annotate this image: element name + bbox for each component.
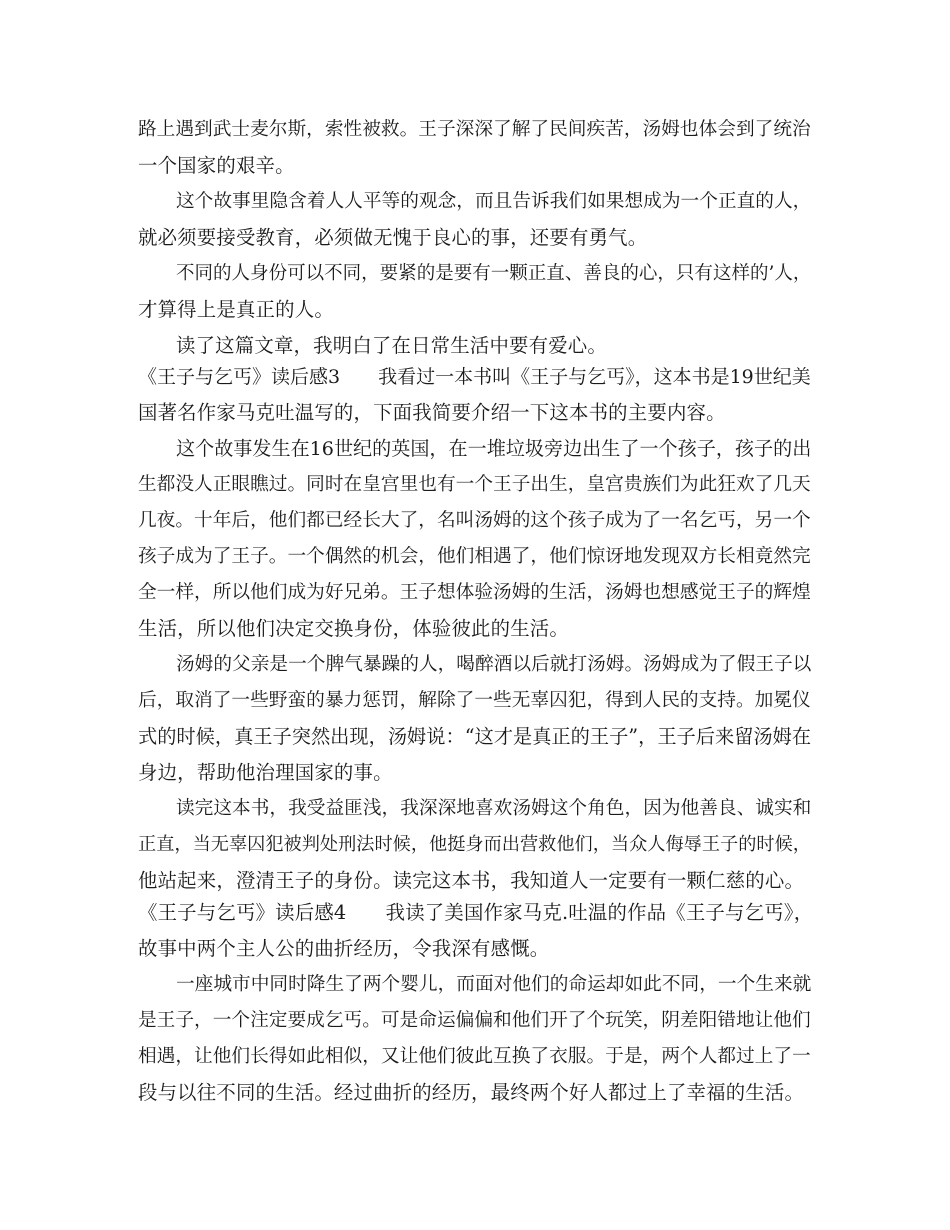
text-line: 生都没人正眼瞧过。同时在皇宫里也有一个王子出生，皇宫贵族们为此狂欢了几天 — [138, 474, 811, 495]
text-line: 不同的人身份可以不同，要紧的是要有一颗正直、善良的心，只有这样的’人， — [176, 263, 812, 284]
section-heading-line: 《王子与乞丐》读后感4 我读了美国作家马克.吐温的作品《王子与乞丐》， — [138, 901, 814, 924]
text-line: 故事中两个主人公的曲折经历，令我深有感慨。 — [138, 937, 550, 960]
text-line: 才算得上是真正的人。 — [138, 298, 334, 321]
text-line: 读完这本书，我受益匪浅，我深深地喜欢汤姆这个角色，因为他善良、诚实和 — [176, 798, 812, 819]
text-line: 正直，当无辜囚犯被判处刑法时候，他挺身而出营救他们，当众人侮辱王子的时候， — [138, 834, 811, 855]
text-line: 汤姆的父亲是一个脾气暴躁的人，喝醉酒以后就打汤姆。汤姆成为了假王子以 — [176, 654, 812, 675]
text-line: 几夜。十年后，他们都已经长大了，名叫汤姆的这个孩子成为了一名乞丐，另一个 — [138, 510, 811, 531]
text-line: 一个国家的艰辛。 — [138, 154, 295, 177]
text-line: 是王子，一个注定要成乞丐。可是命运偏偏和他们开了个玩笑，阴差阳错地让他们 — [138, 1010, 811, 1031]
text-line: 路上遇到武士麦尔斯，索性被救。王子深深了解了民间疾苦，汤姆也体会到了统治 — [138, 119, 811, 140]
text-line: 这个故事发生在16世纪的英国，在一堆垃圾旁边出生了一个孩子，孩子的出 — [176, 437, 812, 460]
section-heading-line: 《王子与乞丐》读后感3 我看过一本书叫《王子与乞丐》，这本书是19世纪美 — [138, 366, 811, 388]
text-line: 全一样，所以他们成为好兄弟。王子想体验汤姆的生活，汤姆也想感觉王子的辉煌 — [138, 582, 811, 603]
text-line: 后，取消了一些野蛮的暴力惩罚，解除了一些无辜囚犯，得到人民的支持。加冕仪 — [138, 690, 811, 711]
text-line: 国著名作家马克吐温写的，下面我简要介绍一下这本书的主要内容。 — [138, 401, 726, 424]
text-line: 一座城市中同时降生了两个婴儿，而面对他们的命运却如此不同，一个生来就 — [176, 974, 812, 995]
text-line: 孩子成为了王子。一个偶然的机会，他们相遇了，他们惊讶地发现双方长相竟然完 — [138, 546, 811, 567]
text-line: 身边，帮助他治理国家的事。 — [138, 761, 393, 784]
text-line: 式的时候，真王子突然出现，汤姆说：“这才是真正的王子”，王子后来留汤姆在 — [138, 725, 812, 748]
text-line: 就必须要接受教育，必须做无愧于良心的事，还要有勇气。 — [138, 226, 648, 249]
text-line: 他站起来，澄清王子的身份。读完这本书，我知道人一定要有一颗仁慈的心。 — [138, 869, 805, 892]
text-line: 这个故事里隐含着人人平等的观念，而且告诉我们如果想成为一个正直的人， — [176, 191, 812, 212]
text-line: 读了这篇文章，我明白了在日常生活中要有爱心。 — [176, 334, 607, 357]
text-line: 相遇，让他们长得如此相似，又让他们彼此互换了衣服。于是，两个人都过上了一 — [138, 1046, 811, 1067]
text-line: 生活，所以他们决定交换身份，体验彼此的生活。 — [138, 617, 569, 640]
text-line: 段与以往不同的生活。经过曲折的经历，最终两个好人都过上了幸福的生活。 — [138, 1081, 805, 1104]
